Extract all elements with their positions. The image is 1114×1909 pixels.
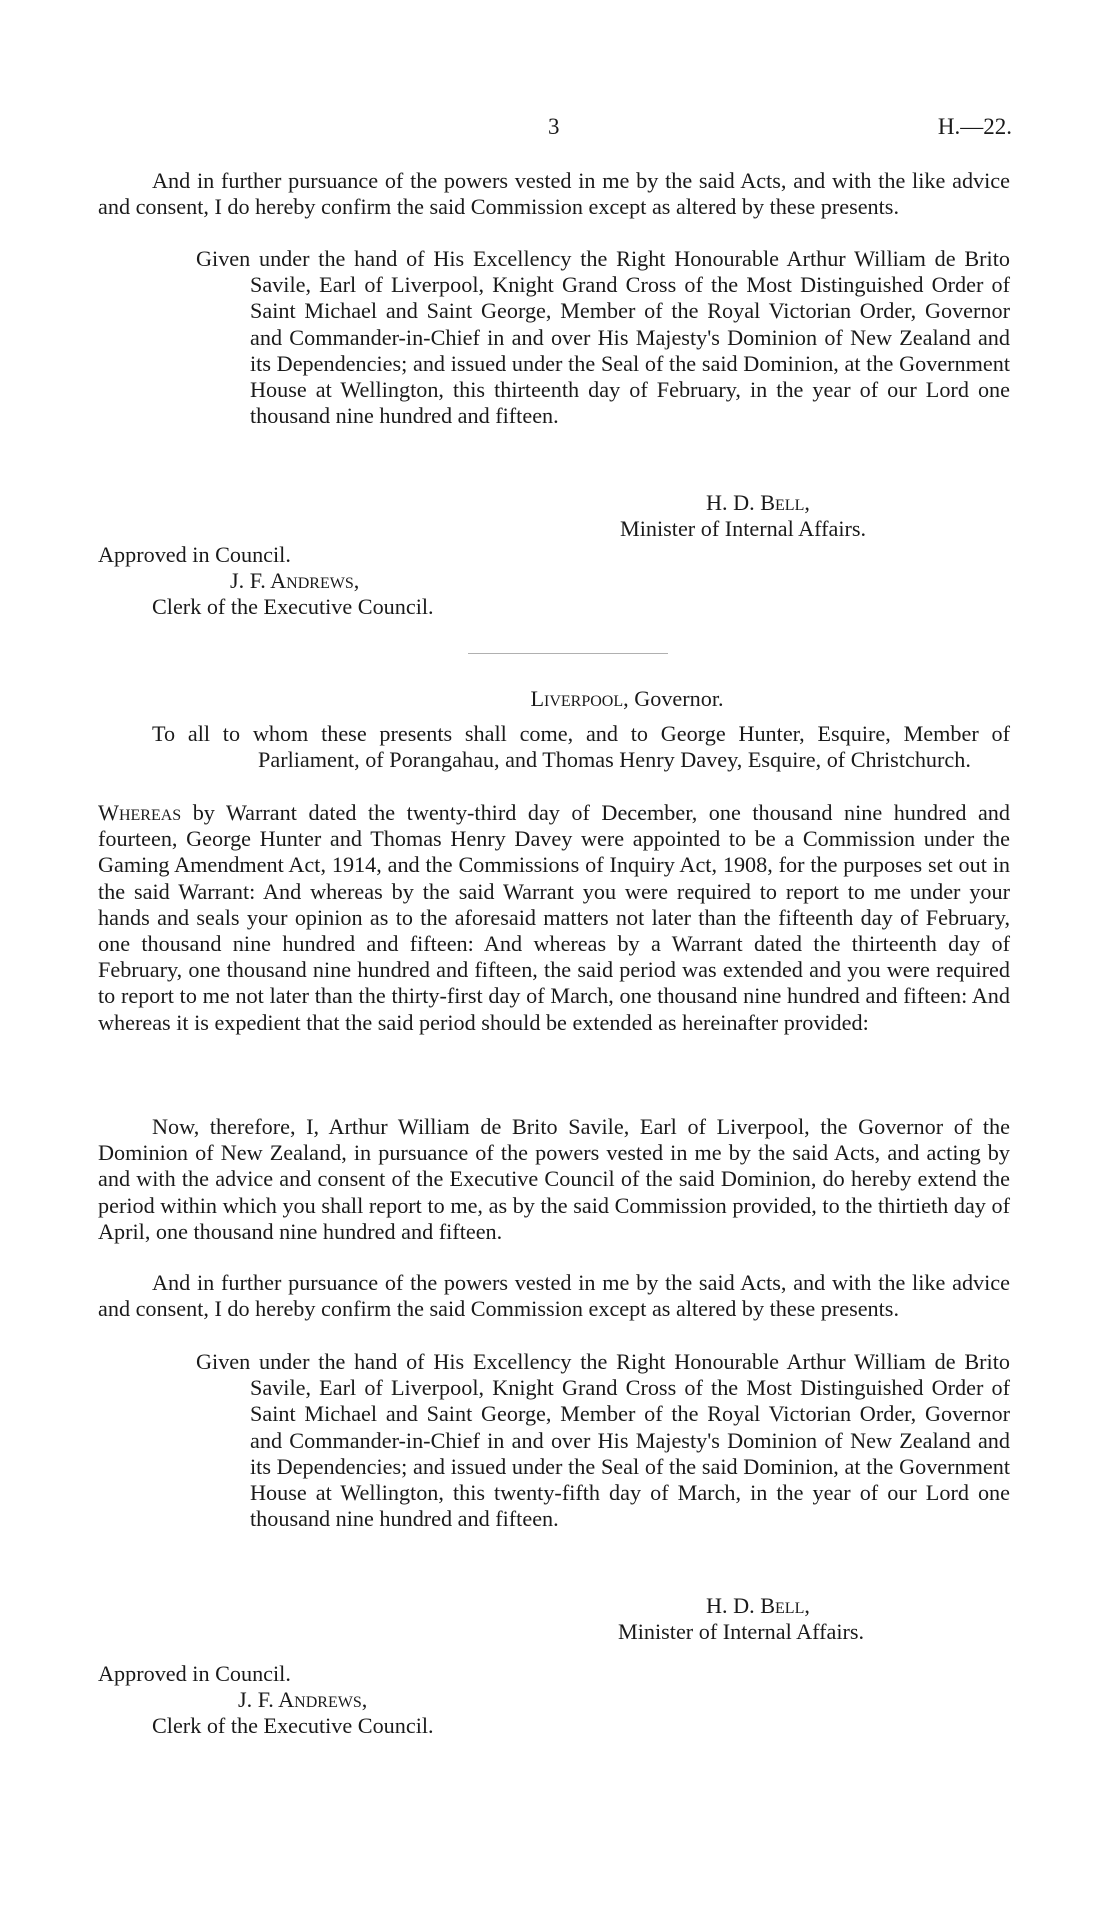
first-minister-name: H. D. Bell, <box>706 490 810 515</box>
now-paragraph: Now, therefore, I, Arthur William de Brito Savile, Earl of Liverpool, the Governor of the Dominion of New Zealand, in pursuance of the powers vested in me by the said Acts, and acting by and with the advice and consent of the Executive Council of the said Dominion, do hereby extend the period within which you shall report to me, as by the said Commission provided, to the thirtieth day of April, one thousand nine hundred and fifteen. <box>98 1114 1010 1244</box>
address-paragraph: To all to whom these presents shall come, and to George Hunter, Esquire, Member of Parliament, of Porangahau, and Thomas Henry Davey, Esquire, of Christchurch. <box>152 721 1010 773</box>
now-block <box>98 1114 1010 1245</box>
page-reference: H.—22. <box>937 114 1012 139</box>
given-paragraph: Given under the hand of His Excellency the Right Honourable Arthur William de Brito Savile, Earl of Liverpool, Knight Grand Cross of the Most Distinguished Order of Saint Michael and Saint George, Member of the Royal Victorian Order, Governor and Commander-in-Chief in and over His Majesty's Dominion of New Zealand and its Dependencies; and issued under the Seal of the said Dominion, at the Government House at Wellington, this thirteenth day of February, in the year of our Lord one thousand nine hundred and fifteen. <box>196 246 1010 429</box>
further-block <box>98 1270 1010 1322</box>
second-approved: Approved in Council. <box>98 1661 291 1686</box>
whereas-paragraph <box>98 800 1010 1036</box>
first-approved: Approved in Council. <box>98 542 291 567</box>
second-minister-name: H. D. Bell, <box>706 1593 810 1618</box>
second-given-block <box>98 1349 1010 1532</box>
whereas-body: by Warrant dated the twenty-third day of December, one thousand nine hundred and fourteen, George Hunter and Thomas Henry Davey were appointed to be a Commission under the Gaming Amendment Act, 1914, and the Commissions of Inquiry Act, 1908, for the purposes set out in the said Warrant: And whereas by the said Warrant you were required to report to me under your hands and seals your opinion as to the aforesaid matters not later than the fifteenth day of February, one thousand nine hundred and fifteen: And whereas by a Warrant dated the thirteenth day of February, one thousand nine hundred and fifteen, the said period was extended and you were required to report to me not later than the thirty-first day of March, one thousand nine hundred and fifteen: And whereas it is expedient that the said period should be extended as hereinafter provided: <box>98 800 1010 1035</box>
governor-title: Governor. <box>634 686 724 711</box>
first-given-block <box>98 246 1010 429</box>
section-divider <box>468 653 668 654</box>
whereas-lead: Whereas <box>98 800 182 825</box>
second-given-paragraph: Given under the hand of His Excellency the Right Honourable Arthur William de Brito Savile, Earl of Liverpool, Knight Grand Cross of the Most Distinguished Order of Saint Michael and Saint George, Member of the Royal Victorian Order, Governor and Commander-in-Chief in and over His Majesty's Dominion of New Zealand and its Dependencies; and issued under the Seal of the said Dominion, at the Government House at Wellington, this twenty-fifth day of March, in the year of our Lord one thousand nine hundred and fifteen. <box>196 1349 1010 1532</box>
governor-heading <box>70 686 1114 712</box>
continuation-paragraph: And in further pursuance of the powers vested in me by the said Acts, and with the like advice and consent, I do hereby confirm the said Commission except as altered by these presents. <box>98 168 1010 220</box>
second-clerk-title: Clerk of the Executive Council. <box>152 1713 434 1738</box>
whereas-block <box>98 800 1010 1036</box>
second-minister-title: Minister of Internal Affairs. <box>618 1619 865 1644</box>
first-minister-title: Minister of Internal Affairs. <box>620 516 867 541</box>
first-clerk-name: J. F. Andrews, <box>230 568 360 593</box>
address-block <box>98 721 1010 773</box>
first-continuation-block <box>98 168 1010 220</box>
further-paragraph: And in further pursuance of the powers vested in me by the said Acts, and with the like advice and consent, I do hereby confirm the said Commission except as altered by these presents. <box>98 1270 1010 1322</box>
page-number: 3 <box>548 114 560 139</box>
second-clerk-name: J. F. Andrews, <box>238 1687 368 1712</box>
governor-name: Liverpool, <box>530 686 629 711</box>
first-clerk-title: Clerk of the Executive Council. <box>152 594 434 619</box>
